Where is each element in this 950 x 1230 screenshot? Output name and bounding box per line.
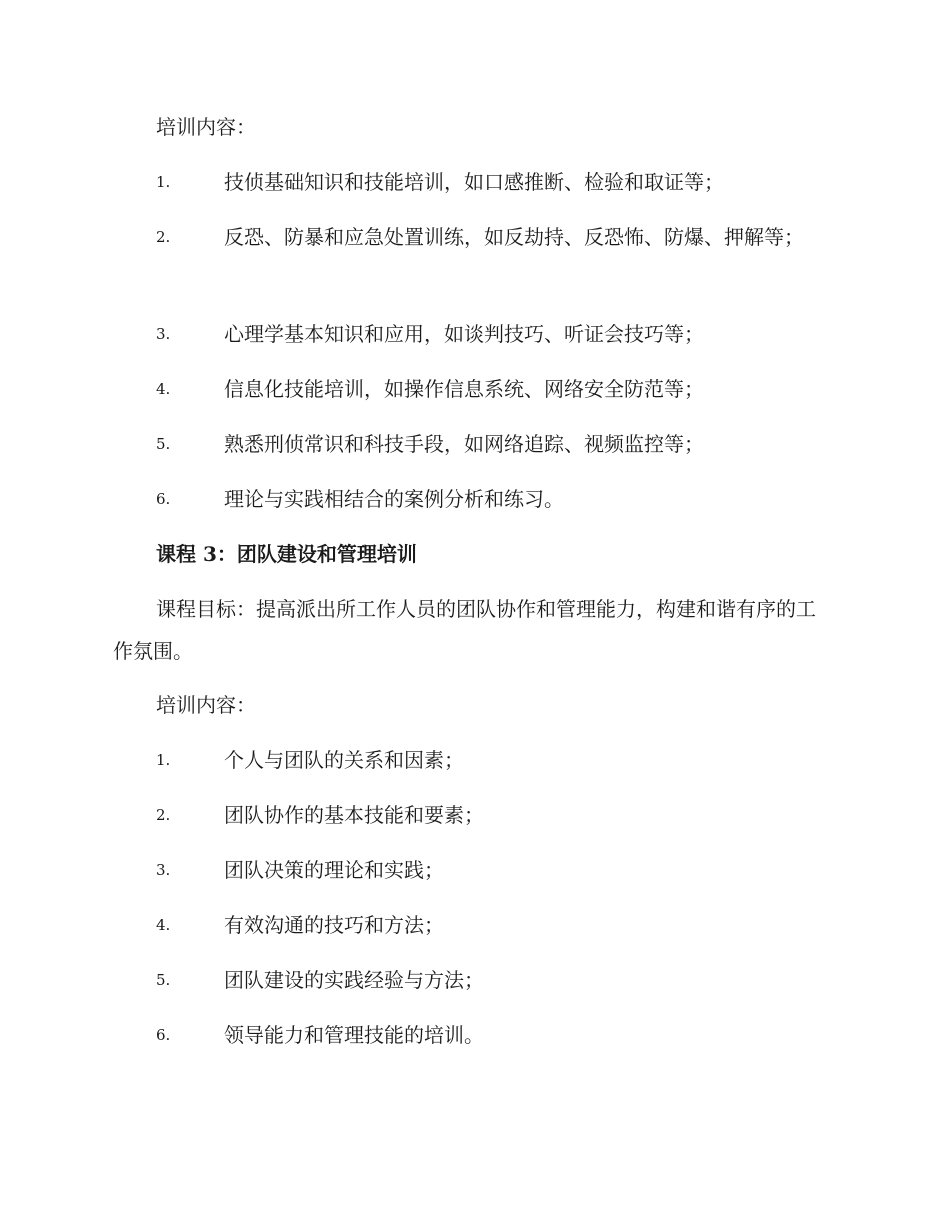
list-item: [113, 1014, 833, 1056]
list-item-text: 熟悉刑侦常识和科技手段，如网络追踪、视频监控等；: [224, 432, 704, 456]
list-item: [113, 161, 833, 203]
list-item-number: 5.: [156, 435, 171, 453]
list-item: [113, 313, 833, 355]
list-item: [113, 368, 833, 410]
list-item-number: 4.: [156, 380, 171, 398]
list-item-number: 5.: [156, 971, 171, 989]
list-item: [113, 849, 833, 891]
list-item-text: 理论与实践相结合的案例分析和练习。: [224, 487, 564, 511]
list-item-number: 3.: [156, 325, 171, 343]
list-item-number: 6.: [156, 1026, 171, 1044]
list-item-text: 团队建设的实践经验与方法；: [224, 968, 484, 992]
list-item-text: 技侦基础知识和技能培训，如口感推断、检验和取证等；: [224, 170, 724, 194]
list-item-text: 有效沟通的技巧和方法；: [224, 913, 444, 937]
content-label-1: 培训内容：: [156, 115, 256, 139]
course-3-title: 课程 3：团队建设和管理培训: [156, 542, 417, 566]
course-3-goal: 课程目标：提高派出所工作人员的团队协作和管理能力，构建和谐有序的工作氛围。: [113, 597, 816, 663]
list-item: [113, 904, 833, 946]
list-item: [113, 423, 833, 465]
list-item: [113, 216, 833, 258]
content-label-2: 培训内容：: [156, 693, 256, 717]
list-item-number: 3.: [156, 861, 171, 879]
list-item: [113, 478, 833, 520]
list-item-number: 2.: [156, 806, 171, 824]
list-item-text: 团队决策的理论和实践；: [224, 858, 444, 882]
list-item-text: 领导能力和管理技能的培训。: [224, 1023, 484, 1047]
list-item-text: 反恐、防暴和应急处置训练，如反劫持、反恐怖、防爆、押解等；: [224, 225, 804, 249]
list-item-text: 心理学基本知识和应用，如谈判技巧、听证会技巧等；: [224, 322, 704, 346]
list-item: [113, 739, 833, 781]
list-item-number: 2.: [156, 228, 171, 246]
list-item-text: 信息化技能培训，如操作信息系统、网络安全防范等；: [224, 377, 704, 401]
list-item-text: 个人与团队的关系和因素；: [224, 748, 464, 772]
list-item: [113, 959, 833, 1001]
list-item-text: 团队协作的基本技能和要素；: [224, 803, 484, 827]
list-item-number: 4.: [156, 916, 171, 934]
list-item: [113, 794, 833, 836]
list-item-number: 1.: [156, 173, 171, 191]
list-item-number: 6.: [156, 490, 171, 508]
list-item-number: 1.: [156, 751, 171, 769]
